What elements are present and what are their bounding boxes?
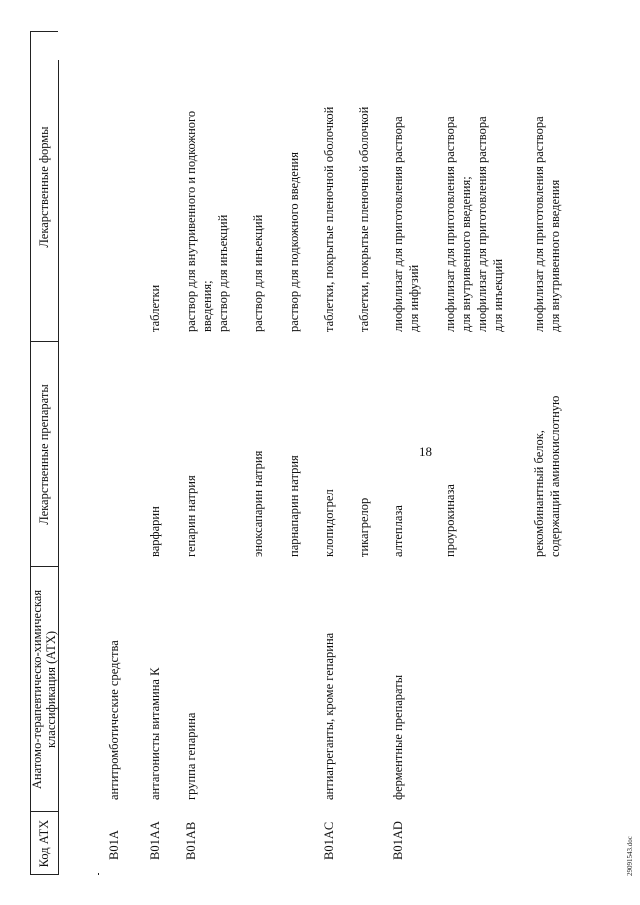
drug-name: проурокиназа (443, 484, 457, 557)
dosage-form: для инъекций (491, 258, 505, 332)
header-classification-line1: Анатомо-терапевтическо-химическая (30, 589, 44, 790)
header-classification-line2: классификация (АТХ) (44, 630, 58, 749)
dosage-form: лиофилизат для приготовления раствора (391, 116, 405, 332)
dosage-form: лиофилизат для приготовления раствора (443, 116, 457, 332)
atc-classification: антагонисты витамина К (148, 667, 162, 800)
dosage-form: таблетки, покрытые пленочной оболочкой (357, 106, 371, 332)
drug-name: гепарин натрия (184, 475, 198, 557)
atc-code: B01AA (148, 821, 162, 860)
footer-filename: 29091543.doc (626, 836, 634, 876)
atc-code: B01AD (391, 821, 405, 860)
dosage-form: для внутривенного введения; (459, 176, 473, 332)
header-forms: Лекарственные формы (37, 126, 51, 248)
page-number: 18 (419, 444, 432, 459)
dosage-form: таблетки (148, 284, 162, 332)
dosage-form: таблетки, покрытые пленочной оболочкой (322, 106, 336, 332)
atc-code: B01A (107, 830, 121, 860)
atc-classification: группа гепарина (184, 712, 198, 800)
dosage-form: для инфузий (407, 264, 421, 332)
dosage-form: для внутривенного введения (548, 179, 562, 332)
table-rule (98, 873, 99, 875)
atc-code: B01AC (322, 821, 336, 860)
atc-classification: ферментные препараты (391, 674, 405, 800)
dosage-form: раствор для внутривенного и подкожного (184, 110, 198, 332)
drug-name: рекомбинантный белок, (532, 430, 546, 557)
drug-name: варфарин (148, 506, 162, 557)
drug-name: парнапарин натрия (287, 455, 301, 557)
drug-name: алтеплаза (391, 505, 405, 557)
atc-code: B01AB (184, 821, 198, 860)
dosage-form: лиофилизат для приготовления раствора (532, 116, 546, 332)
drug-name: эноксапарин натрия (251, 450, 265, 557)
dosage-form: введения; (200, 280, 214, 332)
drug-name: клопидогрел (322, 489, 336, 557)
header-code: Код АТХ (37, 819, 51, 868)
drug-name: тикагрелор (357, 497, 371, 557)
dosage-form: лиофилизат для приготовления раствора (475, 116, 489, 332)
atc-classification: антитромботические средства (107, 640, 121, 800)
drug-name: содержащий аминокислотную (548, 395, 562, 557)
dosage-form: раствор для инъекций (216, 214, 230, 332)
atc-classification: антиагреганты, кроме гепарина (322, 632, 336, 800)
dosage-form: раствор для инъекций (251, 214, 265, 332)
header-drugs: Лекарственные препараты (37, 384, 51, 525)
dosage-form: раствор для подкожного введения (287, 152, 301, 332)
